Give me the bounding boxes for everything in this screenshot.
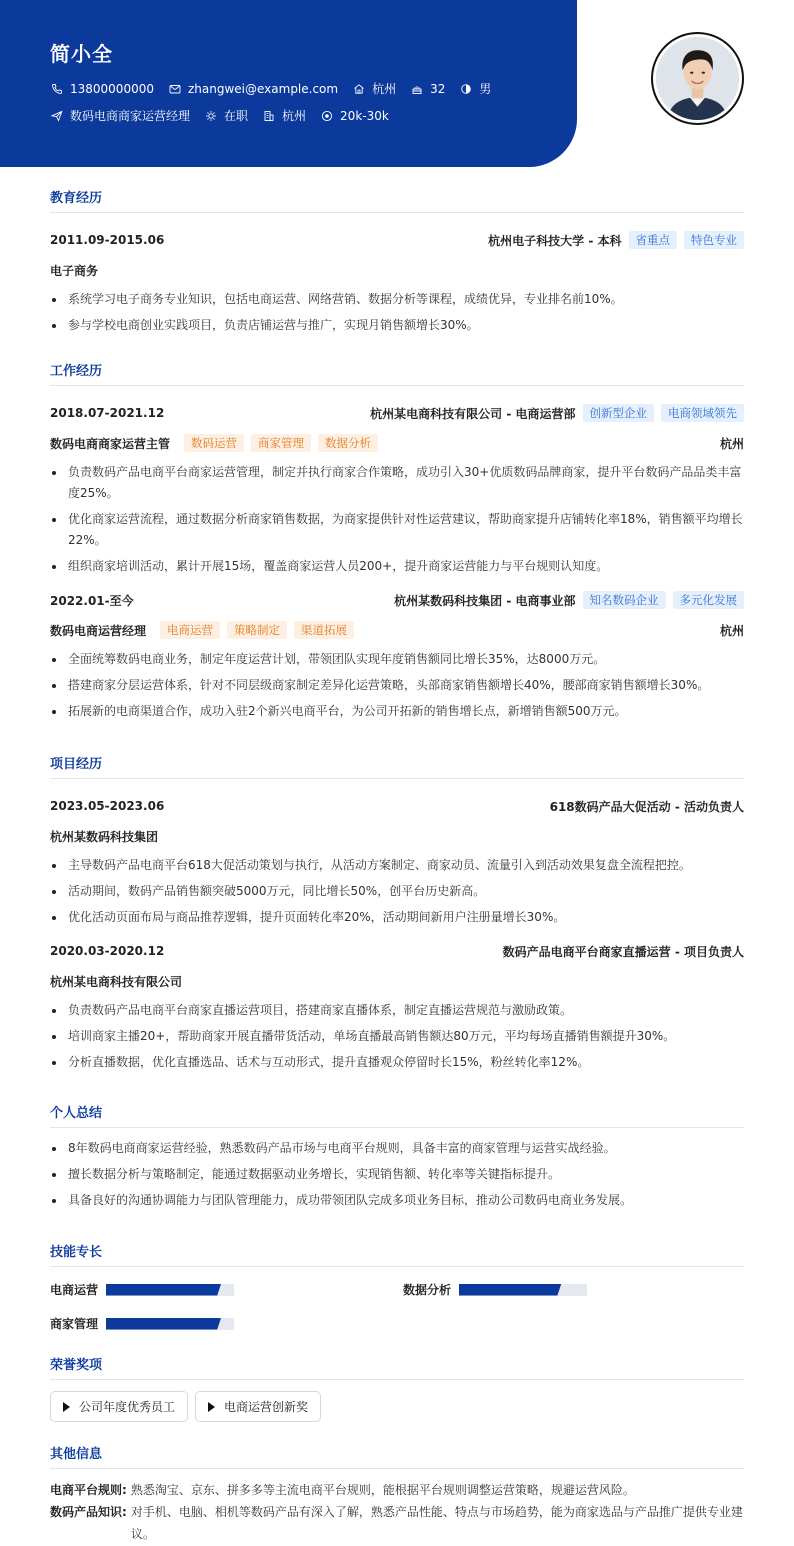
email-item xyxy=(168,82,338,96)
work-entry xyxy=(50,404,744,577)
school-tag: 省重点 xyxy=(629,231,678,249)
company-name: 杭州某电商科技有限公司 - 电商运营部 xyxy=(370,406,576,421)
project-name: 618数码产品大促活动 - 活动负责人 xyxy=(549,799,744,814)
skills-section xyxy=(50,1241,744,1333)
contact-row xyxy=(50,80,505,97)
list-item: 分析直播数据，优化直播选品、话术与互动形式，提升直播观众停留时长15%，粉丝转化率12%。 xyxy=(50,1052,744,1073)
skill-name: 电商运营 xyxy=(50,1283,99,1297)
target-city-text: 杭州 xyxy=(282,109,307,123)
skill-bar xyxy=(106,1284,234,1296)
mail-icon xyxy=(168,82,182,96)
hometown-item xyxy=(352,80,396,97)
coin-icon xyxy=(320,109,334,123)
role-tag: 电商运营 xyxy=(160,621,220,639)
skill-name: 商家管理 xyxy=(50,1317,99,1331)
candidate-name: 简小全 xyxy=(50,42,113,66)
target-job-text: 数码电商商家运营经理 xyxy=(70,109,191,123)
skill-item xyxy=(50,1315,234,1332)
other-label: 电商平台规则: xyxy=(50,1483,127,1497)
gender-item xyxy=(459,80,491,97)
list-item: 培训商家主播20+，帮助商家开展直播带货活动，单场直播最高销售额达80万元，平均每场直播销售额提升30%。 xyxy=(50,1026,744,1047)
skill-bar xyxy=(106,1318,234,1330)
summary-bullets xyxy=(50,1138,744,1211)
education-bullets xyxy=(50,289,744,336)
list-item: 8年数码电商商家运营经验，熟悉数码产品市场与电商平台规则，具备丰富的商家管理与运营实战经验。 xyxy=(50,1138,744,1159)
role-tag: 数据分析 xyxy=(318,434,378,452)
list-item: 活动期间，数码产品销售额突破5000万元，同比增长50%，创平台历史新高。 xyxy=(50,881,744,902)
play-icon xyxy=(63,1402,70,1412)
school-tag: 特色专业 xyxy=(684,231,744,249)
job-role: 数码电商运营经理 xyxy=(50,623,147,638)
list-item: 系统学习电子商务专业知识，包括电商运营、网络营销、数据分析等课程，成绩优异，专业排名前10%。 xyxy=(50,289,744,310)
job-city: 杭州 xyxy=(719,436,744,451)
list-item: 搭建商家分层运营体系，针对不同层级商家制定差异化运营策略，头部商家销售额增长40%，腰部商家销售额增长30%。 xyxy=(50,675,744,696)
project-name: 数码产品电商平台商家直播运营 - 项目负责人 xyxy=(502,944,744,959)
skill-item xyxy=(50,1281,234,1298)
gender-icon xyxy=(459,82,473,96)
job-city: 杭州 xyxy=(719,623,744,638)
work-bullets xyxy=(50,649,744,722)
intent-row xyxy=(50,107,403,124)
skill-bar-fill xyxy=(106,1284,221,1296)
award-label: 电商运营创新奖 xyxy=(224,1400,309,1414)
other-section xyxy=(50,1443,744,1545)
list-item: 负责数码产品电商平台商家直播运营项目，搭建商家直播体系，制定直播运营规范与激励政策。 xyxy=(50,1000,744,1021)
project-org: 杭州某数码科技集团 xyxy=(50,829,159,844)
status-item xyxy=(204,107,248,124)
hometown-text: 杭州 xyxy=(372,82,397,96)
project-bullets xyxy=(50,1000,744,1073)
skill-bar-fill xyxy=(459,1284,561,1296)
work-date: 2022.01-至今 xyxy=(50,593,134,608)
work-bullets xyxy=(50,462,744,577)
list-item: 优化商家运营流程，通过数据分析商家销售数据，为商家提供针对性运营建议，帮助商家提升店铺转化率18%，销售额平均增长22%。 xyxy=(50,509,744,551)
skill-item xyxy=(403,1281,587,1298)
project-date: 2020.03-2020.12 xyxy=(50,944,165,958)
role-tag: 渠道拓展 xyxy=(294,621,354,639)
work-entry xyxy=(50,591,744,722)
section-title: 工作经历 xyxy=(50,360,744,386)
role-tag: 数码运营 xyxy=(184,434,244,452)
skill-name: 数据分析 xyxy=(403,1283,452,1297)
award-label: 公司年度优秀员工 xyxy=(79,1400,176,1414)
section-title: 个人总结 xyxy=(50,1102,744,1128)
home-icon xyxy=(352,82,366,96)
projects-section xyxy=(50,753,744,1073)
role-tag: 商家管理 xyxy=(251,434,311,452)
avatar xyxy=(651,32,744,125)
major: 电子商务 xyxy=(50,263,99,278)
gender-text: 男 xyxy=(479,82,492,96)
phone-item xyxy=(50,82,154,96)
company-name: 杭州某数码科技集团 - 电商事业部 xyxy=(394,593,576,608)
section-title: 荣誉奖项 xyxy=(50,1354,744,1380)
play-icon xyxy=(208,1402,215,1412)
other-item xyxy=(50,1501,744,1545)
project-entry xyxy=(50,942,744,1073)
job-role: 数码电商商家运营主管 xyxy=(50,436,171,451)
portrait-image xyxy=(656,37,739,120)
list-item: 参与学校电商创业实践项目，负责店铺运营与推广，实现月销售额增长30%。 xyxy=(50,315,744,336)
status-icon xyxy=(204,109,218,123)
company-tag: 创新型企业 xyxy=(583,404,655,422)
project-bullets xyxy=(50,855,744,928)
section-title: 教育经历 xyxy=(50,187,744,213)
building-icon xyxy=(262,109,276,123)
list-item: 主导数码产品电商平台618大促活动策划与执行，从活动方案制定、商家动员、流量引入到活动效果复盘全流程把控。 xyxy=(50,855,744,876)
award-chip xyxy=(50,1391,188,1422)
award-chip xyxy=(195,1391,321,1422)
list-item: 全面统筹数码电商业务，制定年度运营计划，带领团队实现年度销售额同比增长35%，达8000万元。 xyxy=(50,649,744,670)
work-date: 2018.07-2021.12 xyxy=(50,406,165,420)
summary-section xyxy=(50,1102,744,1211)
education-date: 2011.09-2015.06 xyxy=(50,233,165,247)
other-text: 熟悉淘宝、京东、拼多多等主流电商平台规则，能根据平台规则调整运营策略，规避运营风险。 xyxy=(130,1483,635,1497)
phone-icon xyxy=(50,82,64,96)
target-job-item xyxy=(50,107,190,124)
list-item: 拓展新的电商渠道合作，成功入驻2个新兴电商平台，为公司开拓新的销售增长点，新增销售额500万元。 xyxy=(50,701,744,722)
status-text: 在职 xyxy=(224,109,249,123)
project-date: 2023.05-2023.06 xyxy=(50,799,165,813)
list-item: 擅长数据分析与策略制定，能通过数据驱动业务增长，实现销售额、转化率等关键指标提升。 xyxy=(50,1164,744,1185)
age-text: 32 xyxy=(430,81,446,96)
skill-bar-fill xyxy=(106,1318,221,1330)
project-entry xyxy=(50,797,744,928)
salary-item xyxy=(320,109,389,123)
education-entry xyxy=(50,231,744,336)
section-title: 技能专长 xyxy=(50,1241,744,1267)
other-text: 对手机、电脑、相机等数码产品有深入了解，熟悉产品性能、特点与市场趋势，能为商家选品与产品推广提供专业建议。 xyxy=(130,1505,743,1541)
company-tag: 知名数码企业 xyxy=(583,591,666,609)
other-item xyxy=(50,1479,744,1501)
school-name: 杭州电子科技大学 - 本科 xyxy=(488,233,622,248)
role-tag: 策略制定 xyxy=(227,621,287,639)
phone-text: 13800000000 xyxy=(70,81,154,96)
resume-header xyxy=(0,0,577,167)
other-label: 数码产品知识: xyxy=(50,1505,127,1519)
cake-icon xyxy=(410,82,424,96)
salary-text: 20k-30k xyxy=(340,108,389,123)
project-org: 杭州某电商科技有限公司 xyxy=(50,974,183,989)
awards-section xyxy=(50,1354,744,1424)
list-item: 组织商家培训活动，累计开展15场，覆盖商家运营人员200+，提升商家运营能力与平台规则认知度。 xyxy=(50,556,744,577)
education-section xyxy=(50,187,744,336)
list-item: 负责数码产品电商平台商家运营管理，制定并执行商家合作策略，成功引入30+优质数码品牌商家，提升平台数码产品品类丰富度25%。 xyxy=(50,462,744,504)
skill-bar xyxy=(459,1284,587,1296)
send-icon xyxy=(50,109,64,123)
email-text: zhangwei@example.com xyxy=(187,81,339,96)
age-item xyxy=(410,82,445,96)
company-tag: 电商领域领先 xyxy=(661,404,744,422)
company-tag: 多元化发展 xyxy=(673,591,745,609)
target-city-item xyxy=(262,107,306,124)
section-title: 其他信息 xyxy=(50,1443,744,1469)
work-section xyxy=(50,360,744,722)
list-item: 优化活动页面布局与商品推荐逻辑，提升页面转化率20%，活动期间新用户注册量增长30%。 xyxy=(50,907,744,928)
section-title: 项目经历 xyxy=(50,753,744,779)
list-item: 具备良好的沟通协调能力与团队管理能力，成功带领团队完成多项业务目标，推动公司数码电商业务发展。 xyxy=(50,1190,744,1211)
